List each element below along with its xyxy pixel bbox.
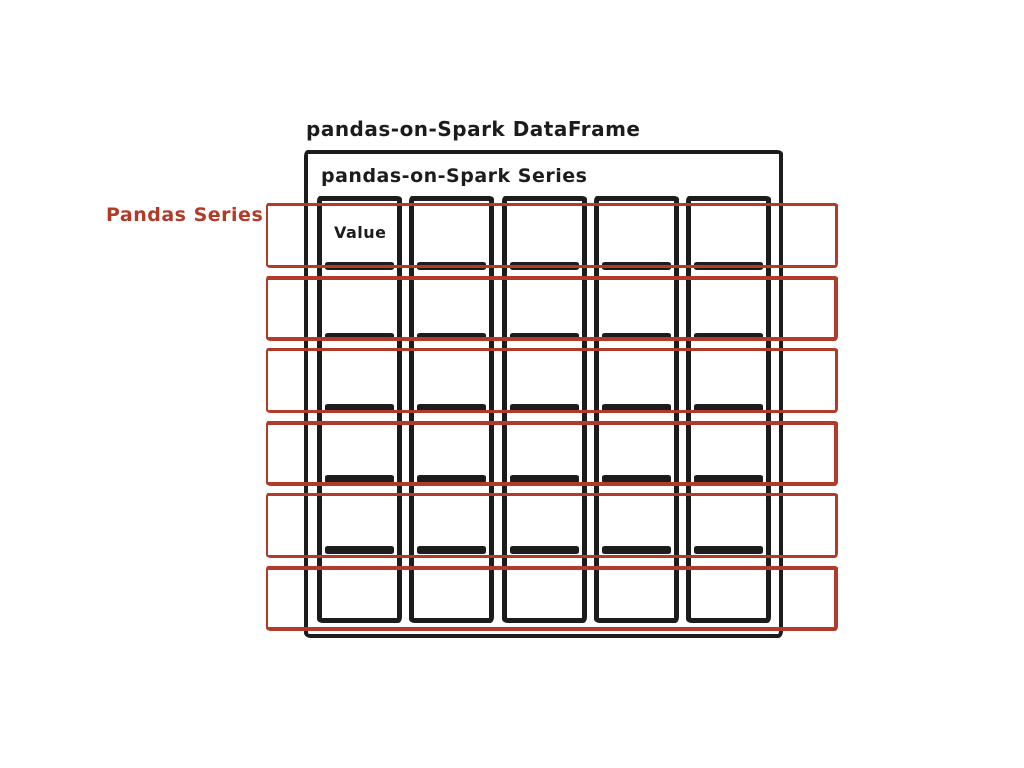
pandas-series-label: Pandas Series bbox=[106, 204, 264, 226]
dataframe-title: pandas-on-Spark DataFrame bbox=[306, 117, 641, 141]
pandas-series-row bbox=[266, 348, 838, 413]
pandas-series-row bbox=[266, 203, 838, 268]
pandas-series-row bbox=[266, 421, 838, 486]
value-label: Value bbox=[334, 223, 387, 242]
pandas-series-row bbox=[266, 493, 838, 558]
spark-series-label: pandas-on-Spark Series bbox=[321, 165, 588, 187]
pandas-series-row bbox=[266, 566, 838, 631]
pandas-series-row bbox=[266, 276, 838, 341]
